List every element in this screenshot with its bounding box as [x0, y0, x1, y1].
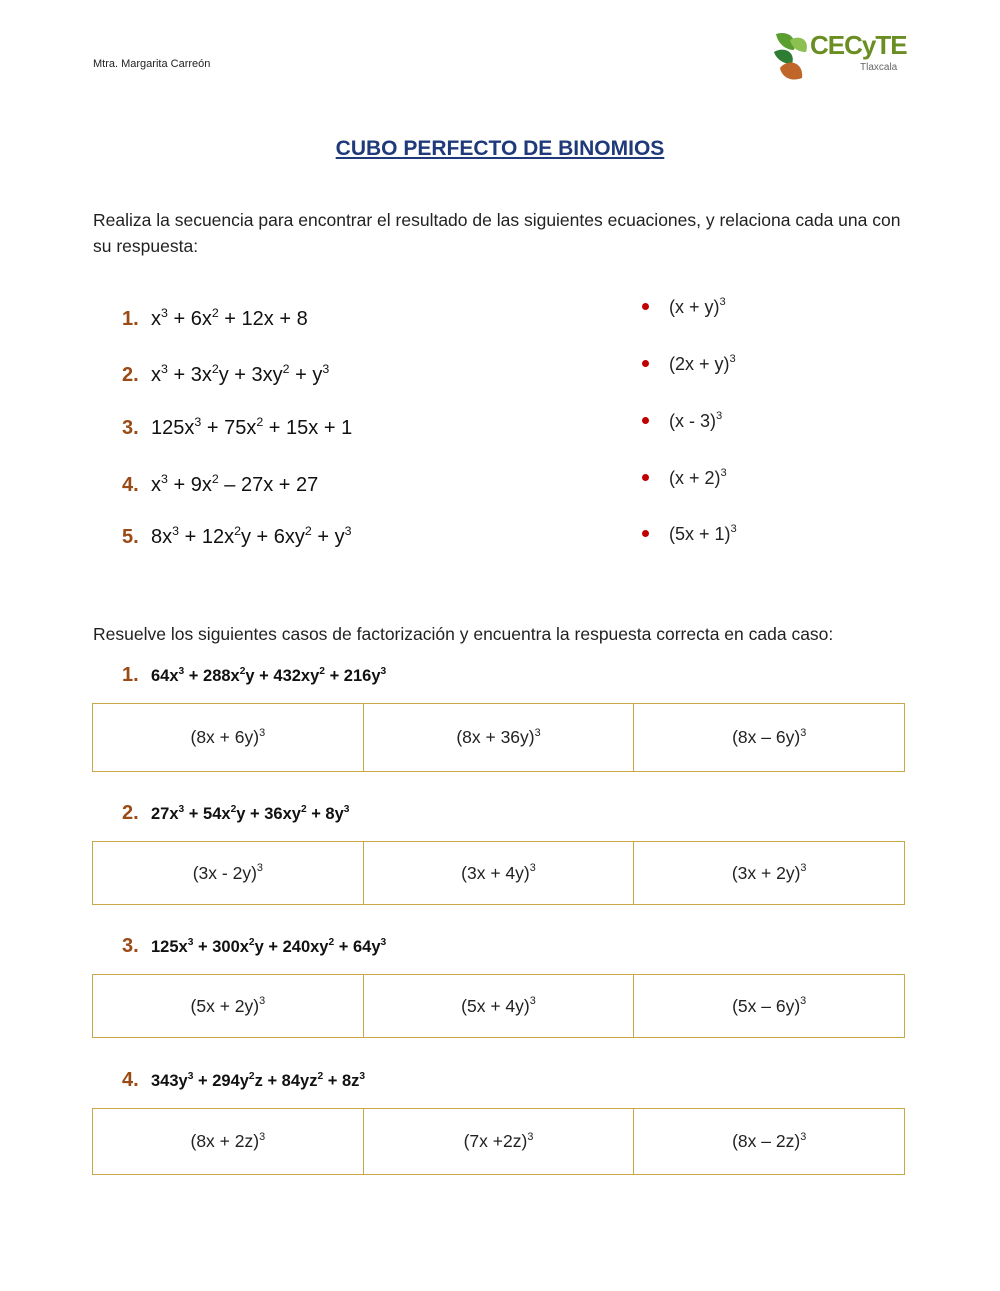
case-expression: $343y^3 + 294y^2z + 84yz^2 + 8z^3$ — [151, 1071, 366, 1090]
option-cell[interactable]: $(8x + 6y)^3$ — [93, 704, 364, 772]
equation-item — [122, 305, 308, 331]
answer-text: (x - 3)$^3$ — [669, 410, 723, 431]
equation-number: 5. — [122, 526, 139, 548]
equation-text: $x^3 + 3x^2y + 3xy^2 + y^3$ — [151, 361, 330, 386]
author-name: Mtra. Margarita Carreón — [93, 58, 211, 70]
option-cell[interactable]: (5x – 6y)$^3$ — [634, 975, 905, 1038]
option-cell[interactable]: (3x - 2y)$^3$ — [93, 842, 364, 905]
logo-subtitle: Tlaxcala — [860, 62, 898, 73]
bullet-icon — [642, 530, 649, 537]
bullet-icon — [642, 303, 649, 310]
options-table — [92, 974, 905, 1038]
case-expression: $27x^3 + 54x^2y + 36xy^2 + 8y^3$ — [151, 804, 350, 823]
equation-text: $x^3 + 6x^2 + 12x + 8$ — [151, 305, 308, 330]
case-question — [122, 664, 386, 687]
equation-text: $125x^3 + 75x^2 + 15x + 1$ — [151, 414, 353, 439]
equation-number: 2. — [122, 364, 139, 386]
page-title: CUBO PERFECTO DE BINOMIOS — [335, 137, 665, 160]
case-expression: $125x^3 + 300x^2y + 240xy^2 + 64y^3$ — [151, 937, 387, 956]
equation-number: 3. — [122, 417, 139, 439]
case-number: 1. — [122, 664, 139, 686]
equation-text: $x^3 + 9x^2 - 27x + 27$ — [151, 471, 319, 496]
bullet-icon — [642, 360, 649, 367]
equation-item — [122, 471, 319, 497]
options-table — [92, 1108, 905, 1175]
option-cell[interactable]: (8x – 2z)$^3$ — [634, 1109, 905, 1175]
equation-item — [122, 523, 352, 549]
options-table — [92, 841, 905, 905]
bullet-icon — [642, 417, 649, 424]
option-cell[interactable]: $(8x + 36y)^3$ — [363, 704, 634, 772]
case-number: 3. — [122, 935, 139, 957]
answer-item[interactable] — [642, 354, 736, 375]
answer-item[interactable] — [642, 524, 737, 545]
section2-instructions: Resuelve los siguientes casos de factorización y encuentra la respuesta correcta en cada caso: — [93, 624, 834, 644]
intro-instructions: Realiza la secuencia para encontrar el resultado de las siguientes ecuaciones, y relaciona cada una con su respuesta: — [93, 210, 901, 256]
option-cell[interactable]: $(3x + 2y)^3$ — [634, 842, 905, 905]
option-cell[interactable]: $(3x + 4y)^3$ — [363, 842, 634, 905]
case-question — [122, 935, 386, 958]
answer-text: $(5x + 1)^3$ — [669, 523, 737, 544]
case-question — [122, 802, 349, 825]
equation-number: 1. — [122, 308, 139, 330]
equation-text: $8x^3 + 12x^2y + 6xy^2 + y^3$ — [151, 523, 352, 548]
answer-text: $(2x + y)^3$ — [669, 353, 736, 374]
answer-item[interactable] — [642, 468, 727, 489]
option-cell[interactable]: $(7x +2z)^3$ — [363, 1109, 634, 1175]
option-cell[interactable]: $(5x + 4y)^3$ — [363, 975, 634, 1038]
answer-text: $(x + 2)^3$ — [669, 467, 727, 488]
option-cell[interactable]: $(5x + 2y)^3$ — [93, 975, 364, 1038]
bullet-icon — [642, 474, 649, 481]
option-cell[interactable]: (8x – 6y)$^3$ — [634, 704, 905, 772]
cecyte-logo — [770, 28, 910, 90]
equation-number: 4. — [122, 474, 139, 496]
case-number: 4. — [122, 1069, 139, 1091]
case-expression: $64x^3 + 288x^2y + 432xy^2 + 216y^3$ — [151, 666, 387, 685]
options-table — [92, 703, 905, 772]
equation-item — [122, 414, 353, 440]
case-number: 2. — [122, 802, 139, 824]
answer-item[interactable] — [642, 297, 726, 318]
leaf-logo-icon — [770, 28, 812, 88]
answer-item[interactable] — [642, 411, 722, 432]
case-question — [122, 1069, 365, 1092]
logo-text: CECyTE — [810, 30, 907, 60]
answer-text: $(x + y)^3$ — [669, 296, 726, 317]
equation-item — [122, 361, 330, 387]
option-cell[interactable]: $(8x + 2z)^3$ — [93, 1109, 364, 1175]
